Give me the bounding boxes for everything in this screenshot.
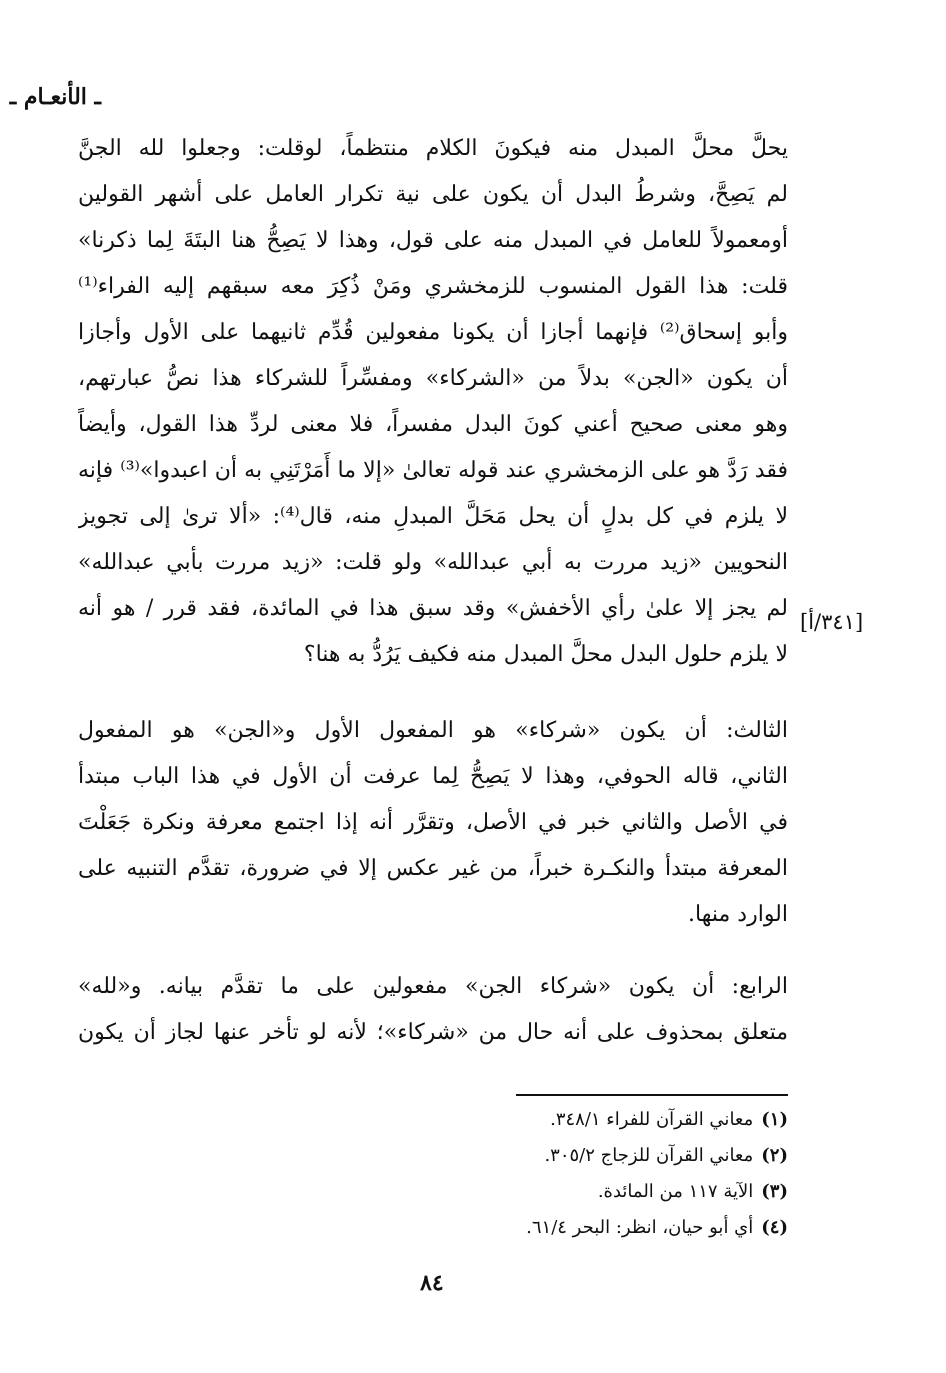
margin-folio-note: [٣٤١/أ] (800, 610, 864, 634)
footnote-divider (516, 1094, 788, 1096)
footnote-number: (١) (761, 1109, 788, 1130)
running-header: ـ الأنعـام ـ (9, 84, 101, 110)
text-line: الثالث: أن يكون «شركاء» هو المفعول الأول و«الجن» هو المفعول (78, 718, 788, 743)
text-line: لا يلزم حلول البدل محلَّ المبدل منه فكيف يَرُدُّ به هنا؟ (303, 642, 788, 667)
text-line: أومعمولاً للعامل في المبدل منه على قول، وهذا لا يَصِحُّ هنا البتَةَ لِما ذكرنا» (78, 228, 788, 253)
footnote-text: معاني القرآن للفراء ٣٤٨/١. (550, 1109, 754, 1130)
page-number: ٨٤ (420, 1270, 444, 1296)
footnote-item (368, 1210, 788, 1246)
footnote-item (368, 1174, 788, 1210)
text-line: المعرفة مبتدأ والنكـرة خبراً، من غير عكس إلا في ضرورة، تقدَّم التنبيه على (78, 856, 788, 881)
text-line: لم يَصِحَّ، وشرطُ البدل أن يكون على نية تكرار العامل على أشهر القولين (78, 182, 788, 207)
text-line: متعلق بمحذوف على أنه حال من «شركاء»؛ لأنه لو تأخر عنها لجاز أن يكون (78, 1020, 788, 1045)
text-line: لا يلزم في كل بدلٍ أن يحل مَحَلَّ المبدلِ منه، قال⁽⁴⁾: «ألا ترىٰ إلى تجويز (78, 504, 788, 529)
footnote-number: (٢) (761, 1145, 788, 1166)
footnote-text: أي أبو حيان، انظر: البحر ٦١/٤. (526, 1217, 754, 1238)
text-line: فقد رَدَّ هو على الزمخشري عند قوله تعالىٰ «إلا ما أَمَرْتَنِي به أن اعبدوا»⁽³⁾ فإنه (78, 458, 788, 483)
text-line: الرابع: أن يكون «شركاء الجن» مفعولين على ما تقدَّم بيانه. و«لله» (78, 974, 788, 999)
paragraph-3 (78, 964, 788, 1056)
text-line: قلت: هذا القول المنسوب للزمخشري ومَنْ ذُكِرَ معه سبقهم إليه الفراء⁽¹⁾ (78, 274, 788, 299)
text-line: الوارد منها. (688, 902, 788, 927)
footnotes (368, 1102, 788, 1246)
footnote-number: (٤) (761, 1217, 788, 1238)
text-line: الثاني، قاله الحوفي، وهذا لا يَصِحُّ لِما عرفت أن الأول في هذا الباب مبتدأ (78, 764, 788, 789)
text-line: وأبو إسحاق⁽²⁾ فإنهما أجازا أن يكونا مفعولين قُدِّم ثانيهما على الأول وأجازا (78, 320, 788, 345)
footnote-item (368, 1138, 788, 1174)
footnote-number: (٣) (761, 1181, 788, 1202)
footnote-item (368, 1102, 788, 1138)
text-line: وهو معنى صحيح أعني كونَ البدل مفسراً، فلا معنى لردِّ هذا القول، وأيضاً (78, 412, 788, 437)
text-line: لم يجز إلا علىٰ رأي الأخفش» وقد سبق هذا في المائدة، فقد قرر / هو أنه (78, 596, 788, 621)
text-line: يحلَّ محلَّ المبدل منه فيكونَ الكلام منتظماً، لوقلت: وجعلوا لله الجنَّ (78, 136, 788, 161)
text-line: النحويين «زيد مررت به أبي عبدالله» ولو قلت: «زيد مررت بأبي عبدالله» (78, 550, 788, 575)
paragraph-2 (78, 708, 788, 938)
text-line: في الأصل والثاني خبر في الأصل، وتقرَّر أنه إذا اجتمع معرفة ونكرة جَعَلْتَ (78, 810, 788, 835)
text-line: أن يكون «الجن» بدلاً من «الشركاء» ومفسِّراً للشركاء هذا نصُّ عبارتهم، (78, 366, 788, 391)
paragraph-1 (78, 126, 788, 678)
footnote-text: معاني القرآن للزجاج ٣٠٥/٢. (544, 1145, 754, 1166)
footnote-text: الآية ١١٧ من المائدة. (597, 1181, 754, 1202)
